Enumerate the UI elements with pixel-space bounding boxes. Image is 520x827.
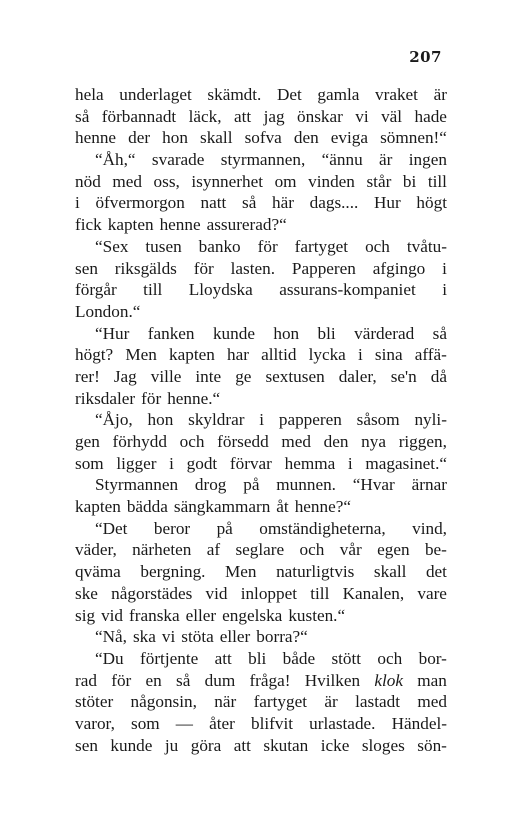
text-line: nöd med oss, isynnerhet om vinden står bi till bbox=[75, 171, 447, 191]
text-line: så förbannadt läck, att jag önskar vi väl hade bbox=[75, 106, 447, 126]
body-text bbox=[75, 84, 447, 756]
text-line: rad för en så dum fråga! Hvilken klok man bbox=[75, 670, 447, 690]
text-line: gen förhydd och försedd med den nya riggen, bbox=[75, 432, 447, 451]
page-number: 207 bbox=[409, 48, 442, 66]
text-line: väder, närheten af seglare och vår egen be- bbox=[75, 540, 447, 560]
text-line: hela underlaget skämdt. Det gamla vraket är bbox=[75, 85, 447, 104]
text-line: förgår till Lloydska assurans-kompaniet i bbox=[75, 280, 447, 300]
text-line: “Du förtjente att bli både stött och bor- bbox=[95, 648, 447, 668]
text-line: sen riksgälds för lasten. Papperen afgingo i bbox=[75, 258, 447, 278]
text-line: som ligger i godt förvar hemma i magasinet.“ bbox=[75, 453, 447, 473]
text-line: stöter någonsin, när fartyget är lastadt med bbox=[75, 692, 447, 712]
text-line: sig vid franska eller engelska kusten.“ bbox=[75, 605, 346, 625]
text-line: riksdaler för henne.“ bbox=[75, 388, 221, 408]
text-line: “Hur fanken kunde hon bli värderad så bbox=[95, 323, 447, 343]
text-line: “Nå, ska vi stöta eller borra?“ bbox=[95, 627, 308, 647]
text-line: högt? Men kapten har alltid lycka i sina affä- bbox=[75, 345, 447, 365]
text-line: Styrmannen drog på munnen. “Hvar ärnar bbox=[95, 475, 447, 495]
text-line: fick kapten henne assurerad?“ bbox=[75, 215, 287, 235]
text-line: “Åh,“ svarade styrmannen, “ännu är ingen bbox=[95, 150, 447, 170]
text-line: sen kunde ju göra att skutan icke sloges sön- bbox=[75, 735, 447, 755]
text-line: i öfvermorgon natt så här dags.... Hur högt bbox=[75, 193, 447, 213]
text-line: “Sex tusen banko för fartyget och tvåtu- bbox=[95, 236, 447, 256]
text-line: “Åjo, hon skyldrar i papperen såsom nyli- bbox=[95, 410, 447, 430]
text-line: kapten bädda sängkammarn åt henne?“ bbox=[75, 497, 351, 517]
text-line: “Det beror på omständigheterna, vind, bbox=[95, 518, 447, 538]
text-line: henne der hon skall sofva den eviga sömnen!“ bbox=[75, 128, 447, 148]
text-line: varor, som — åter blifvit urlastade. Händel- bbox=[75, 713, 447, 733]
text-line: ske någorstädes vid inloppet till Kanalen, vare bbox=[75, 583, 447, 603]
text-line: qväma bergning. Men naturligtvis skall det bbox=[75, 562, 447, 582]
text-line: London.“ bbox=[75, 301, 141, 321]
text-line: rer! Jag ville inte ge sextusen daler, se'n då bbox=[75, 366, 447, 386]
